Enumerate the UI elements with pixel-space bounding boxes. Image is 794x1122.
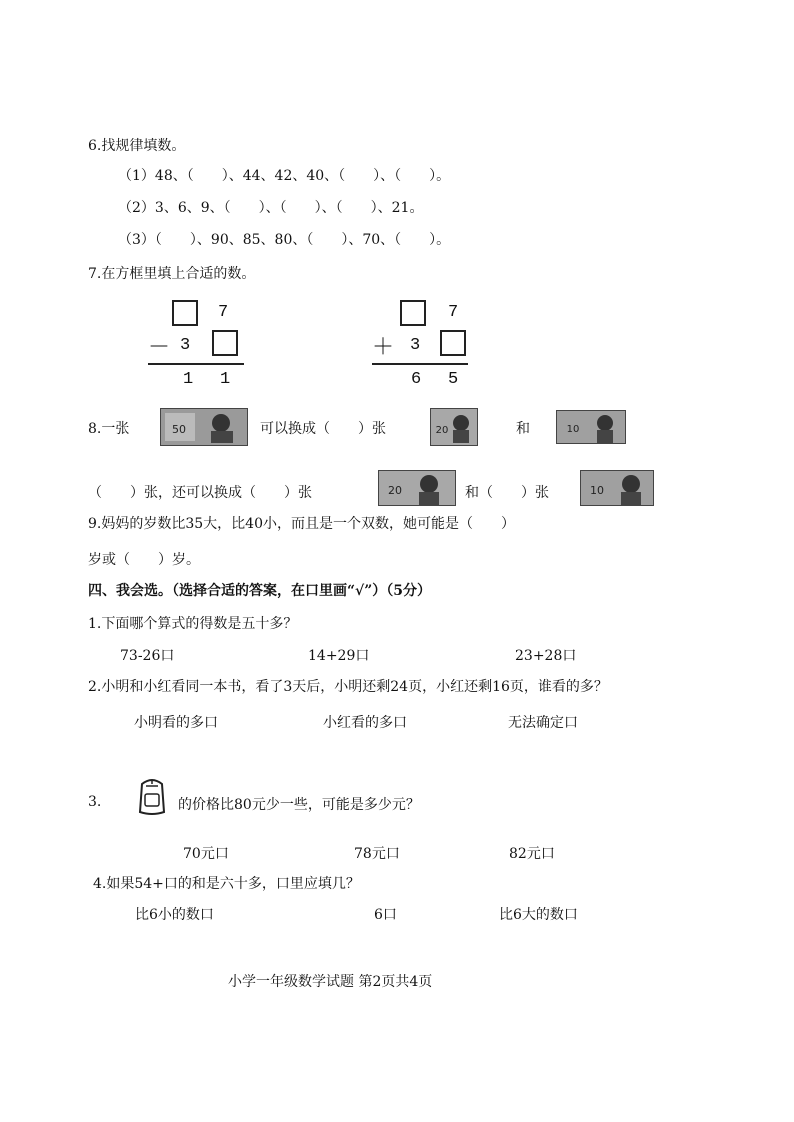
banknote-20-icon-2 [378,470,456,506]
q8-line2-a: （ ）张，还可以换成（ ）张 [88,485,312,501]
q7-left-result-ones: 1 [220,370,231,389]
banknote-20-icon [430,408,478,446]
c1-option-2[interactable]: 14+29口 [308,648,370,664]
c3-question: 的价格比80元少一些，可能是多少元？ [178,797,420,813]
plus-sign: ＋ [372,335,395,360]
q8-line2-b: 和（ ）张 [465,485,549,501]
q7-left-top-digit: 7 [218,303,229,322]
banknote-50-value: 50 [172,423,186,436]
q6-line-1: （1）48、（ ）、44、42、40、（ ）、（ ）。 [118,168,451,184]
c3-option-1[interactable]: 70元口 [183,846,229,862]
banknote-10-icon [556,410,626,444]
q9-line-2: 岁或（ ）岁。 [88,552,200,568]
c2-option-1[interactable]: 小明看的多口 [134,715,218,731]
q7-right-result-ones: 5 [448,370,459,389]
banknote-10-icon-2 [580,470,654,506]
banknote-20-value: 20 [435,425,449,436]
q7-left-mid-box[interactable] [212,330,238,356]
q6-line-2: （2）3、6、9、（ ）、（ ）、（ ）、21。 [118,200,424,216]
q7-left-top-box[interactable] [172,300,198,326]
q6-title: 6.找规律填数。 [88,138,186,154]
c3-number: 3. [88,794,102,810]
c1-option-1[interactable]: 73-26口 [120,648,175,664]
q7-right-result-tens: 6 [411,370,422,389]
c4-option-3[interactable]: 比6大的数口 [499,907,578,923]
c4-question: 4.如果54+口的和是六十多，口里应填几？ [93,876,360,892]
backpack-icon [132,776,172,816]
q7-right-line [372,363,468,365]
c4-option-2[interactable]: 6口 [374,907,397,923]
q7-right-mid-digit: 3 [410,336,421,355]
section-4-heading: 四、我会选。（选择合适的答案，在口里画“√”）（5分） [88,583,432,599]
banknote-10-value-2: 10 [590,484,604,497]
q7-left-result-tens: 1 [183,370,194,389]
c2-question: 2.小明和小红看同一本书，看了3天后，小明还剩24页，小红还剩16页，谁看的多？ [88,679,608,695]
c2-option-3[interactable]: 无法确定口 [508,715,578,731]
q8-prefix: 8.一张 [88,421,130,437]
q9-line-1: 9.妈妈的岁数比35大，比40小，而且是一个双数，她可能是（ ） [88,516,515,532]
q8-mid-text: 可以换成（ ）张 [260,421,386,437]
c2-option-2[interactable]: 小红看的多口 [323,715,407,731]
q7-title: 7.在方框里填上合适的数。 [88,266,256,282]
q7-left-mid-digit: 3 [180,336,191,355]
q7-right-top-box[interactable] [400,300,426,326]
banknote-50-icon [160,408,248,446]
page-footer: 小学一年级数学试题 第2页共4页 [228,974,433,990]
banknote-20-value-2: 20 [388,484,402,497]
q7-left-line [148,363,244,365]
q8-and: 和 [516,421,530,437]
q7-right-mid-box[interactable] [440,330,466,356]
c4-option-1[interactable]: 比6小的数口 [135,907,214,923]
q6-line-3: （3）（ ）、90、85、80、（ ）、70、（ ）。 [118,232,451,248]
c3-option-2[interactable]: 78元口 [354,846,400,862]
q7-right-top-digit: 7 [448,303,459,322]
c1-option-3[interactable]: 23+28口 [515,648,577,664]
c3-option-3[interactable]: 82元口 [509,846,555,862]
banknote-10-value: 10 [566,424,580,435]
c1-question: 1.下面哪个算式的得数是五十多？ [88,616,298,632]
minus-sign: － [148,335,171,360]
